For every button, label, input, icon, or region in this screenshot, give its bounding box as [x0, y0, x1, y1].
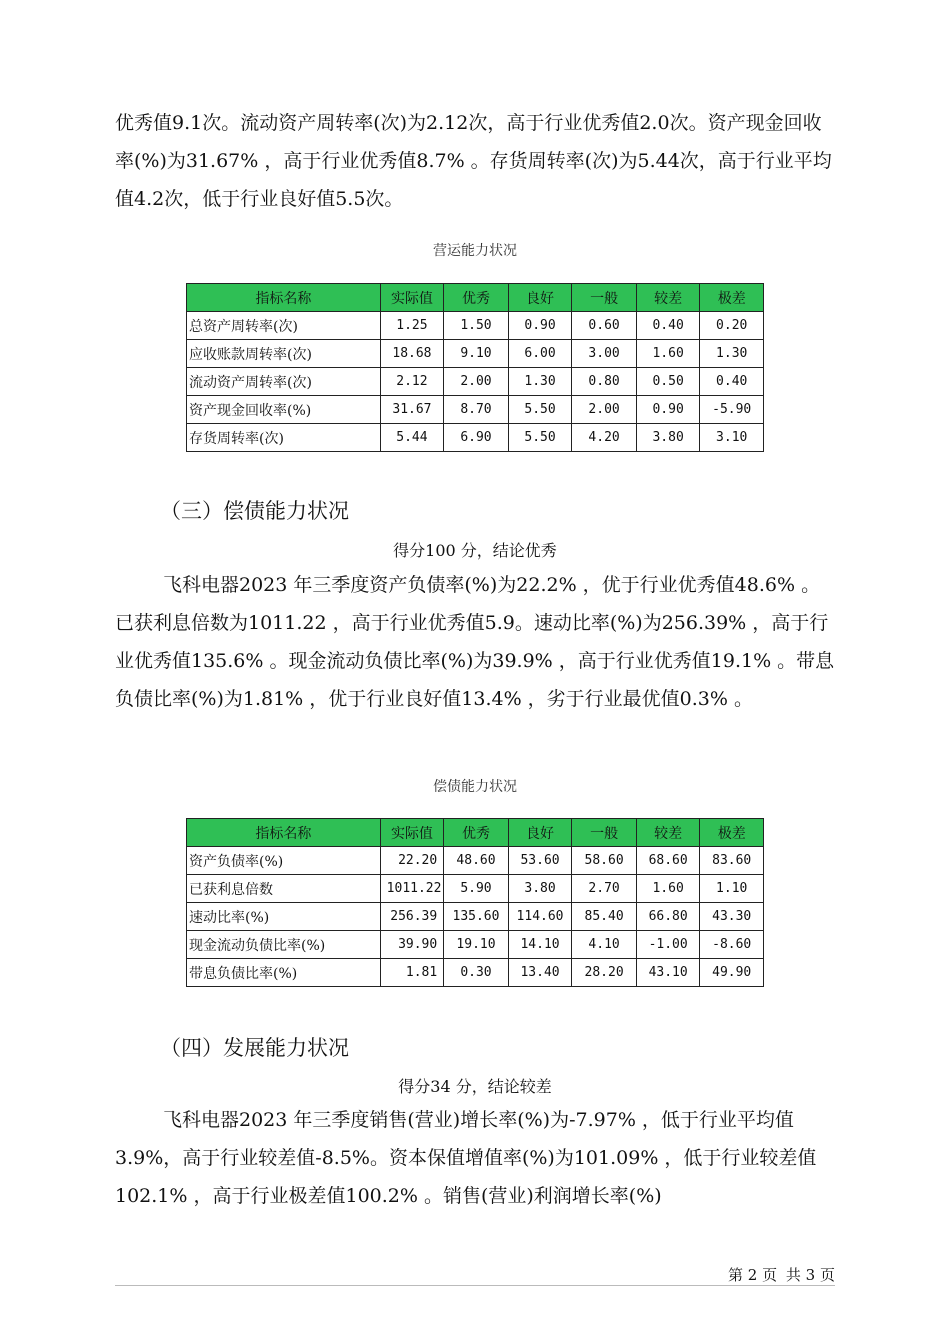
actual-value: 1.25 — [380, 312, 444, 340]
indicator-name: 总资产周转率(次) — [187, 312, 381, 340]
average-value: 58.60 — [572, 847, 637, 875]
header-good: 良好 — [508, 819, 572, 847]
header-actual: 实际值 — [380, 819, 444, 847]
poor-value: 43.10 — [636, 959, 700, 987]
average-value: 3.00 — [572, 340, 637, 368]
actual-value: 1011.22 — [380, 875, 444, 903]
section4-heading: （四）发展能力状况 — [160, 1036, 349, 1060]
good-value: 13.40 — [508, 959, 572, 987]
header-excellent: 优秀 — [444, 819, 509, 847]
operations-table — [186, 283, 764, 452]
average-value: 0.80 — [572, 368, 637, 396]
table-row — [187, 875, 764, 903]
table-row — [187, 424, 764, 452]
very-poor-value: 43.30 — [700, 903, 764, 931]
very-poor-value: 3.10 — [700, 424, 764, 452]
indicator-name: 现金流动负债比率(%) — [187, 931, 381, 959]
good-value: 0.90 — [508, 312, 572, 340]
average-value: 0.60 — [572, 312, 637, 340]
average-value: 4.10 — [572, 931, 637, 959]
good-value: 5.50 — [508, 396, 572, 424]
actual-value: 31.67 — [380, 396, 444, 424]
excellent-value: 0.30 — [444, 959, 509, 987]
excellent-value: 19.10 — [444, 931, 509, 959]
table-row — [187, 396, 764, 424]
header-poor: 较差 — [636, 819, 700, 847]
average-value: 2.70 — [572, 875, 637, 903]
actual-value: 1.81 — [380, 959, 444, 987]
header-average: 一般 — [572, 284, 637, 312]
poor-value: 1.60 — [636, 875, 700, 903]
good-value: 53.60 — [508, 847, 572, 875]
very-poor-value: 83.60 — [700, 847, 764, 875]
poor-value: 66.80 — [636, 903, 700, 931]
excellent-value: 8.70 — [444, 396, 509, 424]
good-value: 3.80 — [508, 875, 572, 903]
actual-value: 256.39 — [380, 903, 444, 931]
solvency-paragraph: 飞科电器2023 年三季度资产负债率(%)为22.2% ，优于行业优秀值48.6% 。已获利息倍数为1011.22 ，高于行业优秀值5.9。速动比率(%)为256.39% ，高于行业优秀值135.6% 。现金流动负债比率(%)为39.9% ，高于行业优秀值19.1% 。带息负债比率(%)为1.81% ，优于行业良好值13.4% ，劣于行业最优值0.3% 。 — [115, 574, 835, 710]
indicator-name: 流动资产周转率(次) — [187, 368, 381, 396]
table-row — [187, 931, 764, 959]
table-row — [187, 903, 764, 931]
very-poor-value: 0.20 — [700, 312, 764, 340]
excellent-value: 2.00 — [444, 368, 509, 396]
section3-heading: （三）偿债能力状况 — [160, 499, 349, 523]
table-row — [187, 312, 764, 340]
table-row — [187, 959, 764, 987]
footer-divider — [115, 1285, 835, 1286]
excellent-value: 48.60 — [444, 847, 509, 875]
indicator-name: 资产现金回收率(%) — [187, 396, 381, 424]
header-actual: 实际值 — [380, 284, 444, 312]
header-poor: 较差 — [636, 284, 700, 312]
very-poor-value: -8.60 — [700, 931, 764, 959]
very-poor-value: -5.90 — [700, 396, 764, 424]
header-indicator: 指标名称 — [187, 819, 381, 847]
good-value: 6.00 — [508, 340, 572, 368]
operations-paragraph: 优秀值9.1次。流动资产周转率(次)为2.12次，高于行业优秀值2.0次。资产现金回收率(%)为31.67% ，高于行业优秀值8.7% 。存货周转率(次)为5.44次，高于行业平均值4.2次，低于行业良好值5.5次。 — [115, 112, 832, 210]
header-very-poor: 极差 — [700, 284, 764, 312]
poor-value: 3.80 — [636, 424, 700, 452]
excellent-value: 5.90 — [444, 875, 509, 903]
table2-caption: 偿债能力状况 — [433, 779, 517, 795]
header-good: 良好 — [508, 284, 572, 312]
table1-caption: 营运能力状况 — [433, 243, 517, 259]
section3-score: 得分100 分，结论优秀 — [393, 541, 557, 560]
very-poor-value: 0.40 — [700, 368, 764, 396]
actual-value: 5.44 — [380, 424, 444, 452]
header-very-poor: 极差 — [700, 819, 764, 847]
poor-value: 68.60 — [636, 847, 700, 875]
indicator-name: 带息负债比率(%) — [187, 959, 381, 987]
excellent-value: 6.90 — [444, 424, 509, 452]
excellent-value: 135.60 — [444, 903, 509, 931]
poor-value: -1.00 — [636, 931, 700, 959]
table-row — [187, 340, 764, 368]
poor-value: 1.60 — [636, 340, 700, 368]
average-value: 28.20 — [572, 959, 637, 987]
very-poor-value: 49.90 — [700, 959, 764, 987]
actual-value: 2.12 — [380, 368, 444, 396]
indicator-name: 速动比率(%) — [187, 903, 381, 931]
indicator-name: 已获利息倍数 — [187, 875, 381, 903]
indicator-name: 存货周转率(次) — [187, 424, 381, 452]
indicator-name: 应收账款周转率(次) — [187, 340, 381, 368]
actual-value: 22.20 — [380, 847, 444, 875]
very-poor-value: 1.30 — [700, 340, 764, 368]
poor-value: 0.40 — [636, 312, 700, 340]
good-value: 114.60 — [508, 903, 572, 931]
growth-paragraph: 飞科电器2023 年三季度销售(营业)增长率(%)为-7.97% ，低于行业平均值3.9%，高于行业较差值-8.5%。资本保值增值率(%)为101.09% ，低于行业较差值102.1% ，高于行业极差值100.2% 。销售(营业)利润增长率(%) — [115, 1109, 817, 1207]
poor-value: 0.50 — [636, 368, 700, 396]
indicator-name: 资产负债率(%) — [187, 847, 381, 875]
actual-value: 39.90 — [380, 931, 444, 959]
header-average: 一般 — [572, 819, 637, 847]
excellent-value: 9.10 — [444, 340, 509, 368]
average-value: 4.20 — [572, 424, 637, 452]
page-total: 共 3 页 — [785, 1266, 835, 1284]
section4-score: 得分34 分，结论较差 — [398, 1077, 552, 1096]
table-row — [187, 847, 764, 875]
table-header-row — [187, 284, 764, 312]
good-value: 1.30 — [508, 368, 572, 396]
solvency-table — [186, 818, 764, 987]
good-value: 14.10 — [508, 931, 572, 959]
average-value: 85.40 — [572, 903, 637, 931]
excellent-value: 1.50 — [444, 312, 509, 340]
page-footer — [724, 1264, 835, 1285]
actual-value: 18.68 — [380, 340, 444, 368]
poor-value: 0.90 — [636, 396, 700, 424]
very-poor-value: 1.10 — [700, 875, 764, 903]
average-value: 2.00 — [572, 396, 637, 424]
table-row — [187, 368, 764, 396]
good-value: 5.50 — [508, 424, 572, 452]
header-indicator: 指标名称 — [187, 284, 381, 312]
page-number: 第 2 页 — [728, 1266, 778, 1284]
table-header-row — [187, 819, 764, 847]
header-excellent: 优秀 — [444, 284, 509, 312]
